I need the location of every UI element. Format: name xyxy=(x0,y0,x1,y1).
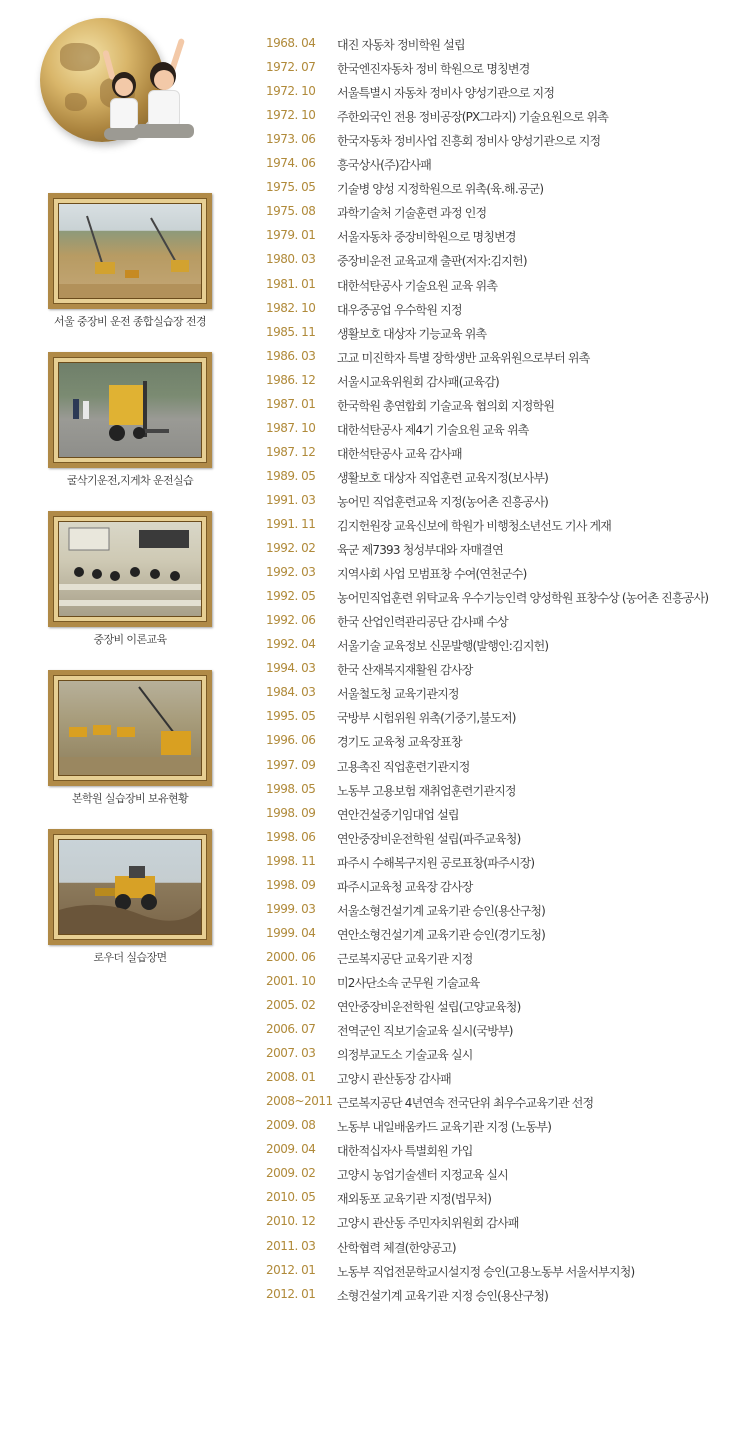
timeline-row xyxy=(266,709,726,733)
classroom-photo xyxy=(58,521,202,617)
timeline-row xyxy=(266,782,726,806)
timeline-row xyxy=(266,228,726,252)
timeline-event: 한국엔진자동차 정비 학원으로 명칭변경 xyxy=(337,62,530,77)
timeline-row xyxy=(266,733,726,757)
timeline-event: 서울기술 교육정보 신문발행(발행인:김지헌) xyxy=(337,639,549,654)
timeline-event: 지역사회 사업 모범표창 수여(연천군수) xyxy=(337,567,527,582)
timeline-row xyxy=(266,589,726,613)
timeline-row xyxy=(266,637,726,661)
timeline-row xyxy=(266,204,726,228)
timeline-event: 연안건설중기임대업 설립 xyxy=(337,807,459,822)
timeline-year: 2012. 01 xyxy=(266,1286,316,1301)
timeline-event: 농어민직업훈련 위탁교육 우수기능인력 양성학원 표창수상 (농어촌 진흥공사) xyxy=(337,591,709,606)
timeline-row xyxy=(266,84,726,108)
timeline-year: 2005. 02 xyxy=(266,998,316,1012)
timeline-year: 1974. 06 xyxy=(266,156,316,171)
timeline-row xyxy=(266,974,726,998)
timeline-year: 1998. 09 xyxy=(266,805,316,820)
timeline-event: 근로복지공단 교육기관 지정 xyxy=(337,951,473,966)
timeline-year: 1998. 09 xyxy=(266,877,316,892)
timeline-row xyxy=(266,349,726,373)
timeline-event: 고용촉진 직업훈련기관지정 xyxy=(337,759,470,774)
timeline-row xyxy=(266,36,726,60)
excavator-site-photo xyxy=(58,203,202,299)
timeline-year: 1992. 04 xyxy=(266,637,316,652)
timeline-row xyxy=(266,421,726,445)
timeline-event: 노동부 직업전문학교시설지정 승인(고용노동부 서울서부지청) xyxy=(337,1264,635,1279)
timeline-row xyxy=(266,541,726,565)
timeline-row xyxy=(266,1239,726,1263)
timeline-year: 2006. 07 xyxy=(266,1022,316,1037)
timeline-year: 1998. 06 xyxy=(266,829,316,844)
timeline-event: 한국 산재복지재활원 감사장 xyxy=(337,663,473,678)
timeline-event: 소형건설기계 교육기관 지정 승인(용산구청) xyxy=(337,1288,549,1303)
timeline-row xyxy=(266,1287,726,1311)
timeline-row xyxy=(266,830,726,854)
timeline-event: 흥국상사(주)감사패 xyxy=(337,158,432,173)
timeline-year: 2007. 03 xyxy=(266,1046,316,1061)
timeline-row xyxy=(266,277,726,301)
timeline-year: 1981. 01 xyxy=(266,276,316,291)
timeline-event: 주한외국인 전용 정비공장(PX그라지) 기술요원으로 위촉 xyxy=(337,110,609,125)
timeline-event: 산학협력 체결(한양공고) xyxy=(337,1240,456,1255)
timeline-row xyxy=(266,998,726,1022)
timeline-event: 서울철도청 교육기관지정 xyxy=(337,687,459,702)
timeline-year: 1989. 05 xyxy=(266,468,316,483)
timeline-year: 2008. 01 xyxy=(266,1070,316,1085)
timeline-year: 2000. 06 xyxy=(266,949,316,964)
photo-frame-4 xyxy=(48,670,212,786)
timeline-event: 육군 제7393 청성부대와 자매결연 xyxy=(337,543,503,558)
photo-caption-4: 본학원 실습장비 보유현황 xyxy=(71,792,189,805)
timeline-event: 파주시교육청 교육장 감사장 xyxy=(337,879,473,894)
timeline-event: 대한석탄공사 제4기 기술요원 교육 위촉 xyxy=(337,422,529,437)
timeline-year: 2008~2011 xyxy=(266,1094,333,1109)
timeline-event: 농어민 직업훈련교육 지정(농어촌 진흥공사) xyxy=(337,494,549,509)
timeline-row xyxy=(266,950,726,974)
timeline-event: 기술병 양성 지정학원으로 위촉(육.해.공군) xyxy=(337,182,544,197)
photo-frame-2 xyxy=(48,352,212,468)
timeline-row xyxy=(266,565,726,589)
timeline-row xyxy=(266,397,726,421)
photo-caption-1: 서울 중장비 운전 종합실습장 전경 xyxy=(54,315,206,328)
timeline-year: 2001. 10 xyxy=(266,973,316,988)
timeline-year: 2012. 01 xyxy=(266,1262,316,1277)
timeline-row xyxy=(266,613,726,637)
timeline-row xyxy=(266,373,726,397)
timeline-event: 한국학원 총연합회 기술교육 협의회 지정학원 xyxy=(337,398,555,413)
timeline-year: 1999. 03 xyxy=(266,901,316,916)
timeline-row xyxy=(266,806,726,830)
timeline-year: 1992. 06 xyxy=(266,613,316,628)
timeline-event: 고교 미진학자 특별 장학생반 교육위원으로부터 위촉 xyxy=(337,350,590,365)
timeline-year: 1982. 10 xyxy=(266,300,316,315)
timeline-event: 서울시교육위원회 감사패(교육감) xyxy=(337,374,499,389)
timeline-event: 전역군인 직보기술교육 실시(국방부) xyxy=(337,1024,513,1039)
timeline-event: 경기도 교육청 교육장표창 xyxy=(337,735,462,750)
timeline-year: 1972. 10 xyxy=(266,84,316,99)
timeline-year: 1972. 10 xyxy=(266,108,316,123)
timeline-row xyxy=(266,517,726,541)
timeline-year: 2010. 05 xyxy=(266,1190,316,1205)
timeline-event: 대한석탄공사 기술요원 교육 위촉 xyxy=(337,278,498,293)
timeline-year: 1987. 10 xyxy=(266,420,316,435)
timeline-year: 1999. 04 xyxy=(266,925,316,940)
timeline-event: 미2사단소속 군무원 기술교육 xyxy=(337,975,480,990)
timeline-event: 중장비운전 교육교재 출판(저자:김지헌) xyxy=(337,254,527,269)
timeline-event: 노동부 내일배움카드 교육기관 지정 (노동부) xyxy=(337,1120,552,1135)
timeline-row xyxy=(266,661,726,685)
timeline-year: 1973. 06 xyxy=(266,132,316,147)
timeline-year: 1992. 05 xyxy=(266,589,316,604)
timeline-row xyxy=(266,1263,726,1287)
photo-frame-5 xyxy=(48,829,212,945)
timeline-row xyxy=(266,758,726,782)
timeline-row xyxy=(266,108,726,132)
timeline-event: 과학기술처 기술훈련 과정 인정 xyxy=(337,206,487,221)
photo-caption-3: 중장비 이론교육 xyxy=(93,633,167,646)
equipment-yard-photo xyxy=(58,680,202,776)
timeline-event: 연안중장비운전학원 설립(고양교육청) xyxy=(337,1000,521,1014)
timeline-year: 1997. 09 xyxy=(266,757,316,772)
timeline-year: 1972. 07 xyxy=(266,60,316,75)
timeline-row xyxy=(266,1070,726,1094)
timeline-row xyxy=(266,156,726,180)
timeline-year: 1994. 03 xyxy=(266,661,316,676)
timeline-event: 생활보호 대상자 기능교육 위촉 xyxy=(337,326,487,341)
photo-caption-2: 굴삭기운전,지게차 운전실습 xyxy=(66,474,194,487)
globe-kids-image xyxy=(40,18,220,168)
timeline-year: 1979. 01 xyxy=(266,228,316,243)
timeline-event: 서울자동차 중장비학원으로 명칭변경 xyxy=(337,230,516,245)
timeline-row xyxy=(266,1094,726,1118)
timeline-year: 1991. 11 xyxy=(266,517,316,531)
timeline-year: 1998. 11 xyxy=(266,853,316,868)
timeline-event: 대한석탄공사 교육 감사패 xyxy=(337,446,462,461)
timeline-year: 1968. 04 xyxy=(266,36,316,50)
timeline-year: 1995. 05 xyxy=(266,709,316,724)
timeline-year: 1980. 03 xyxy=(266,252,316,267)
timeline-year: 2009. 04 xyxy=(266,1142,316,1157)
timeline-row xyxy=(266,926,726,950)
timeline-event: 대진 자동차 정비학원 설립 xyxy=(337,38,465,52)
timeline-event: 한국 산업인력관리공단 감사패 수상 xyxy=(337,615,508,630)
photo-caption-5: 로우더 실습장면 xyxy=(93,951,167,964)
timeline-event: 한국자동차 정비사업 진흥회 정비사 양성기관으로 지정 xyxy=(337,134,601,149)
timeline-year: 1985. 11 xyxy=(266,324,316,339)
timeline-row xyxy=(266,1166,726,1190)
timeline-year: 1975. 08 xyxy=(266,204,316,219)
timeline-row xyxy=(266,854,726,878)
timeline-row xyxy=(266,1046,726,1070)
timeline-event: 고양시 관산동 주민자치위원회 감사패 xyxy=(337,1216,519,1231)
timeline-year: 2010. 12 xyxy=(266,1214,316,1229)
timeline-event: 국방부 시험위원 위촉(기중기,불도저) xyxy=(337,711,516,726)
timeline-row xyxy=(266,301,726,325)
timeline-row xyxy=(266,878,726,902)
timeline-event: 노동부 고용보험 재취업훈련기관지정 xyxy=(337,783,516,798)
timeline-year: 2009. 02 xyxy=(266,1166,316,1181)
timeline-year: 1987. 01 xyxy=(266,396,316,411)
loader-photo xyxy=(58,839,202,935)
timeline-event: 대우중공업 우수학원 지정 xyxy=(337,302,462,317)
timeline-year: 2011. 03 xyxy=(266,1238,316,1253)
timeline-year: 1998. 05 xyxy=(266,781,316,796)
timeline-year: 1975. 05 xyxy=(266,180,316,195)
timeline-row xyxy=(266,252,726,276)
timeline-event: 의정부교도소 기술교육 실시 xyxy=(337,1048,473,1063)
timeline-row xyxy=(266,1022,726,1046)
timeline-row xyxy=(266,180,726,204)
timeline-row xyxy=(266,445,726,469)
timeline-event: 고양시 농업기술센터 지정교육 실시 xyxy=(337,1168,508,1183)
timeline-event: 서울소형건설기계 교육기관 승인(용산구청) xyxy=(337,903,546,918)
timeline-row xyxy=(266,469,726,493)
timeline-year: 1986. 03 xyxy=(266,348,316,363)
timeline-year: 1996. 06 xyxy=(266,733,316,748)
timeline-row xyxy=(266,902,726,926)
forklift-photo xyxy=(58,362,202,458)
timeline-event: 파주시 수해복구지원 공로표창(파주시장) xyxy=(337,855,535,870)
timeline-year: 2009. 08 xyxy=(266,1118,316,1133)
timeline-event: 서울특별시 자동차 정비사 양성기관으로 지정 xyxy=(337,86,555,101)
timeline-row xyxy=(266,325,726,349)
timeline-row xyxy=(266,1118,726,1142)
timeline-event: 재외동포 교육기관 지정(법무처) xyxy=(337,1192,492,1207)
timeline-year: 1984. 03 xyxy=(266,685,316,700)
timeline-year: 1991. 03 xyxy=(266,492,316,507)
timeline-row xyxy=(266,685,726,709)
photo-frame-1 xyxy=(48,193,212,309)
timeline-event: 김지헌원장 교육신보에 학원가 비행청소년선도 기사 게재 xyxy=(337,519,612,533)
timeline-event: 근로복지공단 4년연속 전국단위 최우수교육기관 선정 xyxy=(337,1096,594,1111)
timeline-row xyxy=(266,493,726,517)
timeline-event: 연안중장비운전학원 설립(파주교육청) xyxy=(337,831,521,846)
timeline-event: 고양시 관산동장 감사패 xyxy=(337,1072,451,1087)
left-column xyxy=(0,0,250,1430)
timeline-row xyxy=(266,1190,726,1214)
timeline-year: 1986. 12 xyxy=(266,372,316,387)
timeline-event: 생활보호 대상자 직업훈련 교육지정(보사부) xyxy=(337,470,549,485)
timeline-year: 1992. 02 xyxy=(266,541,316,556)
timeline-row xyxy=(266,1142,726,1166)
timeline-row xyxy=(266,132,726,156)
timeline-year: 1987. 12 xyxy=(266,444,316,459)
photo-frame-3 xyxy=(48,511,212,627)
timeline-event: 연안소형건설기계 교육기관 승인(경기도청) xyxy=(337,927,546,942)
timeline-row xyxy=(266,1214,726,1238)
timeline-event: 대한적십자사 특별회원 가입 xyxy=(337,1144,473,1159)
timeline-year: 1992. 03 xyxy=(266,565,316,580)
timeline-row xyxy=(266,60,726,84)
